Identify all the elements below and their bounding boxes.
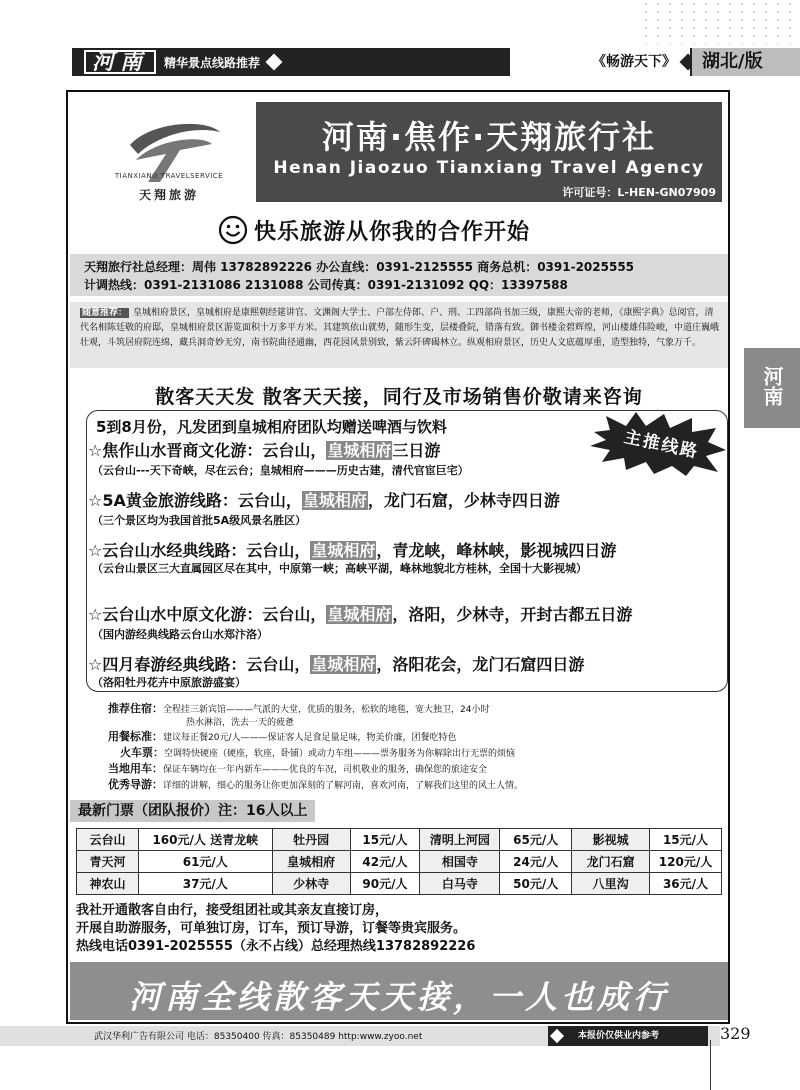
- headline: 散客天天发 散客天天接，同行及市场销售价敬请来咨询: [155, 386, 643, 408]
- service-label: 推荐住宿：: [108, 702, 163, 715]
- ticket-price: 61元/人: [138, 851, 272, 873]
- logo-english-text: TIANXIANG TRAVELSERVICE: [114, 172, 224, 180]
- burst-label: 主推线路: [622, 427, 701, 463]
- route-title: [88, 438, 440, 461]
- ticket-price: 37元/人: [138, 873, 272, 895]
- service-text: 全程挂三新宾馆———气派的大堂，优质的服务，松软的地毯，宽大独卫，24小时: [163, 705, 490, 715]
- service-text: 空调特快硬座（硬座，软座，卧铺）或动力车组———票务服务为你解除出行无票的烦恼: [164, 749, 516, 759]
- ticket-site: 青天河: [77, 851, 139, 873]
- ticket-site: 八里沟: [572, 873, 650, 895]
- smiley-icon: [218, 215, 248, 245]
- agency-banner: [256, 102, 722, 202]
- service-item: [108, 702, 489, 717]
- ticket-title: 最新门票（团队报价）注：16人以上: [70, 800, 315, 822]
- logo-chinese-text: 天翔旅游: [138, 188, 199, 202]
- ticket-site: 清明上河园: [420, 829, 500, 851]
- edition-label: 湖北/版: [692, 48, 800, 76]
- magazine-name: 《畅游天下》: [510, 48, 690, 76]
- route-prefix: ☆四月春游经典线路：云台山，: [88, 655, 311, 674]
- ticket-price: 36元/人: [650, 873, 722, 895]
- ticket-site: 相国寺: [420, 851, 500, 873]
- notice-line: 开展自助游服务，可单独订房，订车，预订导游，订餐等贵宾服务。: [76, 921, 467, 936]
- header-left: [84, 50, 280, 74]
- slogan-row: [218, 214, 530, 246]
- slogan-text: 快乐旅游从你我的合作开始: [254, 219, 531, 245]
- route-prefix: ☆焦作山水晋商文化游：云台山，: [88, 441, 327, 460]
- table-row: [77, 873, 722, 895]
- route-highlight: 皇城相府: [327, 605, 392, 624]
- top-header-bar: [72, 48, 800, 76]
- agency-name-cn: 河南·焦作·天翔旅行社: [321, 118, 657, 156]
- region-side-tab: [744, 348, 800, 428]
- ticket-price: 42元/人: [350, 851, 420, 873]
- intro-label: 随意推荐：: [82, 308, 128, 318]
- ticket-site: 皇城相府: [272, 851, 350, 873]
- ticket-header: [70, 800, 730, 822]
- ticket-price-table: [76, 828, 722, 895]
- notice-line: 我社开通散客自由行，接受组团社或其亲友直接订房，: [76, 903, 389, 918]
- route-note: （国内游经典线路云台山水郑汴洛）: [92, 628, 268, 641]
- route-prefix: ☆云台山水中原文化游：云台山，: [88, 605, 327, 624]
- ticket-site: 云台山: [77, 829, 139, 851]
- route-suffix: ，青龙峡，峰林峡，影视城四日游: [376, 541, 617, 560]
- intro-paragraph: [70, 302, 728, 368]
- route-title: [88, 652, 584, 675]
- route-title: [88, 602, 632, 625]
- service-item: [108, 730, 457, 745]
- service-item: [108, 762, 487, 777]
- route-suffix: ，龙门石窟，少林寺四日游: [367, 491, 560, 510]
- route-note: （三个景区均为我国首批5A级风景名胜区）: [92, 514, 307, 527]
- license-number: 许可证号：L-HEN-GN07909: [562, 186, 716, 199]
- ticket-price: 160元/人 送青龙峡: [138, 829, 272, 851]
- table-row: [77, 851, 722, 873]
- page-number: 329: [720, 1024, 751, 1043]
- service-label: 当地用车：: [108, 762, 163, 775]
- diamond-icon: [266, 54, 283, 71]
- ticket-site: 神农山: [77, 873, 139, 895]
- route-title: [88, 488, 560, 511]
- route-suffix: ，洛阳花会，龙门石窟四日游: [376, 655, 585, 674]
- ticket-site: 少林寺: [272, 873, 350, 895]
- dot-pattern-decoration: [640, 0, 800, 44]
- service-text: 建议每正餐20元/人———保证客人足食足量足味，物美价廉，团餐吃特色: [163, 733, 457, 743]
- service-text: 详细的讲解，细心的服务让你更加深刻的了解河南，喜欢河南，了解我们这里的风土人情。: [163, 781, 524, 791]
- ticket-site: 影视城: [572, 829, 650, 851]
- ticket-price: 15元/人: [350, 829, 420, 851]
- service-label: 用餐标准：: [108, 730, 163, 743]
- header-subtitle: 精华景点线路推荐: [164, 55, 261, 70]
- route-highlight: 皇城相府: [311, 541, 376, 560]
- bottom-slogan: 河南全线散客天天接，一人也成行: [128, 978, 669, 1016]
- route-prefix: ☆云台山水经典线路：云台山，: [88, 541, 311, 560]
- route-suffix: ，洛阳，少林寺，开封古都五日游: [392, 605, 633, 624]
- hotline: 热线电话0391-2025555（永不占线）总经理热线13782892226: [76, 939, 476, 954]
- route-title: [88, 538, 616, 561]
- divider: [710, 1040, 711, 1090]
- route-note: （云台山---天下奇峡，尽在云台；皇城相府———历史古建，清代官宦巨宅）: [92, 464, 469, 477]
- ticket-site: 龙门石窟: [572, 851, 650, 873]
- service-item: [120, 746, 515, 761]
- service-item: [108, 778, 523, 793]
- ticket-price: 15元/人: [650, 829, 722, 851]
- notice-block: [76, 902, 722, 956]
- route-highlight: 皇城相府: [302, 491, 367, 510]
- promo-text: 5到8月份，凡发团到皇城相府团队均赠送啤酒与饮料: [96, 418, 447, 436]
- header-region: 河南: [84, 50, 156, 74]
- footer-bar: [0, 1026, 720, 1046]
- route-note: （云台山景区三大直属园区尽在其中，中原第一峡；高峡平湖，峰林地貌北方桂林，全国十大影视城）: [92, 562, 587, 575]
- agency-name-en: Henan Jiaozuo Tianxiang Travel Agency: [273, 158, 705, 178]
- side-tab-label: 河南: [760, 366, 784, 406]
- table-row: [77, 829, 722, 851]
- route-suffix: 三日游: [392, 441, 441, 460]
- route-prefix: ☆5A黄金旅游线路：云台山，: [88, 491, 302, 510]
- ticket-price: 120元/人: [650, 851, 722, 873]
- contact-block: [70, 254, 728, 296]
- footer-publisher: 武汉华利广告有限公司 电话：85350400 传真：85350489 http:www.zyoo.net: [94, 1032, 423, 1042]
- service-text-continued: 热水淋浴，洗去一天的疲惫: [186, 718, 295, 728]
- ticket-site: 牡丹园: [272, 829, 350, 851]
- route-note: （洛阳牡丹花卉中原旅游盛宴）: [92, 676, 246, 689]
- ticket-price: 65元/人: [500, 829, 572, 851]
- ticket-price: 50元/人: [500, 873, 572, 895]
- intro-text: 皇城相府景区，皇城相府是康熙朝经筵讲官、文渊阁大学士、户部左侍郎、户、刑、工四部尚书加三级，康熙大帝的老师，《康熙字典》总阅官，清代名相陈廷敬的府邸，皇城相府景区游览面积十万多平方米。其建筑依山就势，随形生变，层楼叠院，错落有致。御书楼金碧辉煌，河山楼雄伟险峻，中道庄巍峨壮观，斗筑居府院连绵，藏兵洞奇妙无穷，南书院曲径通幽，西花园风景别致，紫云阡碑碣林立。纵观相府景区，历史人文底蕴厚重，造型独特，气象万千。: [80, 308, 720, 348]
- service-label: 优秀导游：: [108, 778, 163, 791]
- route-highlight: 皇城相府: [311, 655, 376, 674]
- ticket-price: 90元/人: [350, 873, 420, 895]
- footer-note: 本报价仅供业内参考: [548, 1026, 708, 1046]
- service-label: 火车票：: [120, 746, 164, 759]
- contact-line-1: 天翔旅行社总经理：周伟 13782892226 办公直线：0391-2125555 商务总机：0391-2025555: [84, 260, 635, 274]
- service-text: 保证车辆均在一年内新车———优良的车况，司机敬业的服务，确保您的旅途安全: [163, 765, 488, 775]
- route-highlight: 皇城相府: [327, 441, 392, 460]
- contact-line-2: 计调热线：0391-2131086 2131088 公司传真：0391-2131092 QQ：13397588: [84, 278, 568, 292]
- ticket-site: 白马寺: [420, 873, 500, 895]
- ticket-price: 24元/人: [500, 851, 572, 873]
- bottom-banner: [70, 962, 728, 1020]
